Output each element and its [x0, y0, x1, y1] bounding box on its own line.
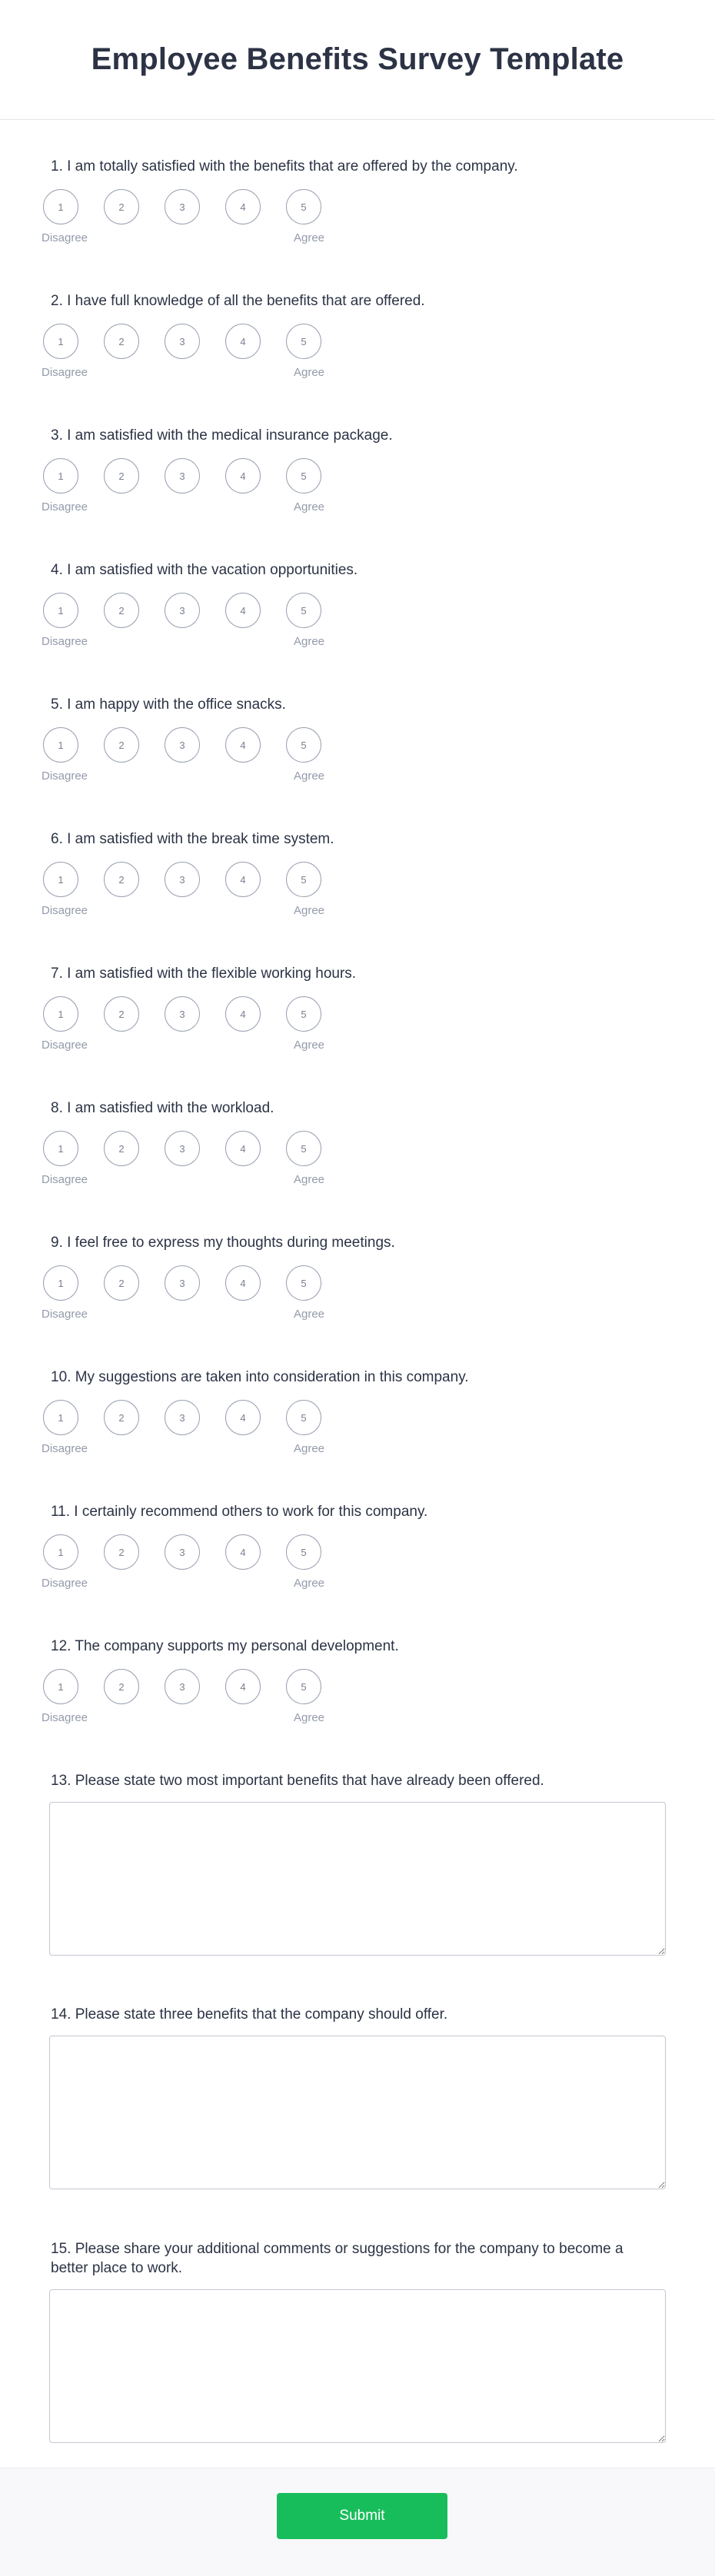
rating-option-2[interactable]: 2 [104, 1669, 139, 1704]
form-title: Employee Benefits Survey Template [91, 42, 624, 76]
scale-high-label: Agree [294, 366, 325, 379]
scale-low-label: Disagree [42, 366, 88, 379]
rating-option-1[interactable]: 1 [43, 1265, 78, 1301]
rating-option-4[interactable]: 4 [225, 1534, 261, 1570]
rating-option-5[interactable]: 5 [286, 1400, 321, 1435]
scale-low-label: Disagree [42, 769, 88, 783]
scale-high-label: Agree [294, 231, 325, 244]
rating-option-1[interactable]: 1 [43, 862, 78, 897]
scale-high-label: Agree [294, 769, 325, 783]
scale-low-label: Disagree [42, 1173, 88, 1186]
rating-option-3[interactable]: 3 [165, 324, 200, 359]
rating-option-2[interactable]: 2 [104, 862, 139, 897]
rating-option-1[interactable]: 1 [43, 1669, 78, 1704]
rating-option-5[interactable]: 5 [286, 189, 321, 224]
question-label: 12. The company supports my personal development. [51, 1638, 399, 1654]
rating-option-4[interactable]: 4 [225, 862, 261, 897]
scale-low-label: Disagree [42, 1039, 88, 1052]
answer-textarea[interactable] [49, 2289, 666, 2443]
question-label: 14. Please state three benefits that the company should offer. [51, 2006, 448, 2023]
rating-option-2[interactable]: 2 [104, 996, 139, 1032]
question-label: 9. I feel free to express my thoughts during meetings. [51, 1235, 395, 1251]
rating-option-4[interactable]: 4 [225, 189, 261, 224]
question-label: 2. I have full knowledge of all the benefits that are offered. [51, 293, 425, 309]
rating-option-2[interactable]: 2 [104, 458, 139, 494]
rating-option-3[interactable]: 3 [165, 996, 200, 1032]
rating-option-5[interactable]: 5 [286, 324, 321, 359]
rating-option-4[interactable]: 4 [225, 324, 261, 359]
question-label: 15. Please share your additional comments or suggestions for the company to become a better place to work. [51, 2241, 624, 2276]
rating-option-4[interactable]: 4 [225, 1400, 261, 1435]
rating-option-4[interactable]: 4 [225, 996, 261, 1032]
question-label: 13. Please state two most important benefits that have already been offered. [51, 1773, 544, 1789]
rating-option-3[interactable]: 3 [165, 1400, 200, 1435]
scale-low-label: Disagree [42, 231, 88, 244]
rating-option-2[interactable]: 2 [104, 593, 139, 628]
question-label: 5. I am happy with the office snacks. [51, 696, 286, 713]
question-label: 3. I am satisfied with the medical insurance package. [51, 427, 393, 444]
rating-option-3[interactable]: 3 [165, 1265, 200, 1301]
scale-low-label: Disagree [42, 1442, 88, 1455]
answer-textarea[interactable] [49, 1802, 666, 1956]
rating-option-5[interactable]: 5 [286, 458, 321, 494]
rating-option-4[interactable]: 4 [225, 1265, 261, 1301]
rating-option-5[interactable]: 5 [286, 727, 321, 763]
question-label: 4. I am satisfied with the vacation opportunities. [51, 562, 358, 578]
rating-option-1[interactable]: 1 [43, 727, 78, 763]
scale-low-label: Disagree [42, 500, 88, 514]
scale-high-label: Agree [294, 904, 325, 917]
rating-option-3[interactable]: 3 [165, 189, 200, 224]
rating-option-1[interactable]: 1 [43, 324, 78, 359]
rating-option-2[interactable]: 2 [104, 324, 139, 359]
rating-option-3[interactable]: 3 [165, 1131, 200, 1166]
rating-option-5[interactable]: 5 [286, 1669, 321, 1704]
rating-option-2[interactable]: 2 [104, 189, 139, 224]
rating-option-2[interactable]: 2 [104, 1131, 139, 1166]
rating-option-3[interactable]: 3 [165, 593, 200, 628]
scale-high-label: Agree [294, 1442, 325, 1455]
rating-option-1[interactable]: 1 [43, 458, 78, 494]
rating-option-5[interactable]: 5 [286, 996, 321, 1032]
rating-option-3[interactable]: 3 [165, 1669, 200, 1704]
rating-option-5[interactable]: 5 [286, 1534, 321, 1570]
scale-high-label: Agree [294, 500, 325, 514]
rating-option-1[interactable]: 1 [43, 1400, 78, 1435]
submit-button[interactable]: Submit [277, 2493, 447, 2539]
rating-option-2[interactable]: 2 [104, 1400, 139, 1435]
rating-option-5[interactable]: 5 [286, 1131, 321, 1166]
rating-option-1[interactable]: 1 [43, 996, 78, 1032]
rating-option-4[interactable]: 4 [225, 458, 261, 494]
scale-low-label: Disagree [42, 635, 88, 648]
scale-low-label: Disagree [42, 1577, 88, 1590]
form-footer [0, 2468, 715, 2576]
rating-option-2[interactable]: 2 [104, 1265, 139, 1301]
scale-low-label: Disagree [42, 904, 88, 917]
question-label: 10. My suggestions are taken into consideration in this company. [51, 1369, 469, 1385]
rating-option-4[interactable]: 4 [225, 593, 261, 628]
form-header [0, 0, 715, 120]
rating-option-4[interactable]: 4 [225, 727, 261, 763]
rating-option-5[interactable]: 5 [286, 862, 321, 897]
rating-option-2[interactable]: 2 [104, 727, 139, 763]
question-label: 6. I am satisfied with the break time system. [51, 831, 334, 847]
rating-option-5[interactable]: 5 [286, 1265, 321, 1301]
question-label: 8. I am satisfied with the workload. [51, 1100, 274, 1116]
rating-option-1[interactable]: 1 [43, 1534, 78, 1570]
question-label: 1. I am totally satisfied with the benefits that are offered by the company. [51, 158, 518, 175]
rating-option-2[interactable]: 2 [104, 1534, 139, 1570]
rating-option-5[interactable]: 5 [286, 593, 321, 628]
question-label: 7. I am satisfied with the flexible working hours. [51, 966, 357, 982]
scale-high-label: Agree [294, 1711, 325, 1724]
question-label: 11. I certainly recommend others to work for this company. [51, 1504, 428, 1520]
scale-high-label: Agree [294, 1039, 325, 1052]
rating-option-1[interactable]: 1 [43, 593, 78, 628]
rating-option-3[interactable]: 3 [165, 458, 200, 494]
scale-high-label: Agree [294, 635, 325, 648]
scale-high-label: Agree [294, 1577, 325, 1590]
scale-high-label: Agree [294, 1173, 325, 1186]
scale-low-label: Disagree [42, 1308, 88, 1321]
scale-high-label: Agree [294, 1308, 325, 1321]
rating-option-4[interactable]: 4 [225, 1669, 261, 1704]
rating-option-3[interactable]: 3 [165, 1534, 200, 1570]
answer-textarea[interactable] [49, 2036, 666, 2189]
rating-option-1[interactable]: 1 [43, 189, 78, 224]
scale-low-label: Disagree [42, 1711, 88, 1724]
rating-option-3[interactable]: 3 [165, 862, 200, 897]
rating-option-4[interactable]: 4 [225, 1131, 261, 1166]
rating-option-3[interactable]: 3 [165, 727, 200, 763]
rating-option-1[interactable]: 1 [43, 1131, 78, 1166]
